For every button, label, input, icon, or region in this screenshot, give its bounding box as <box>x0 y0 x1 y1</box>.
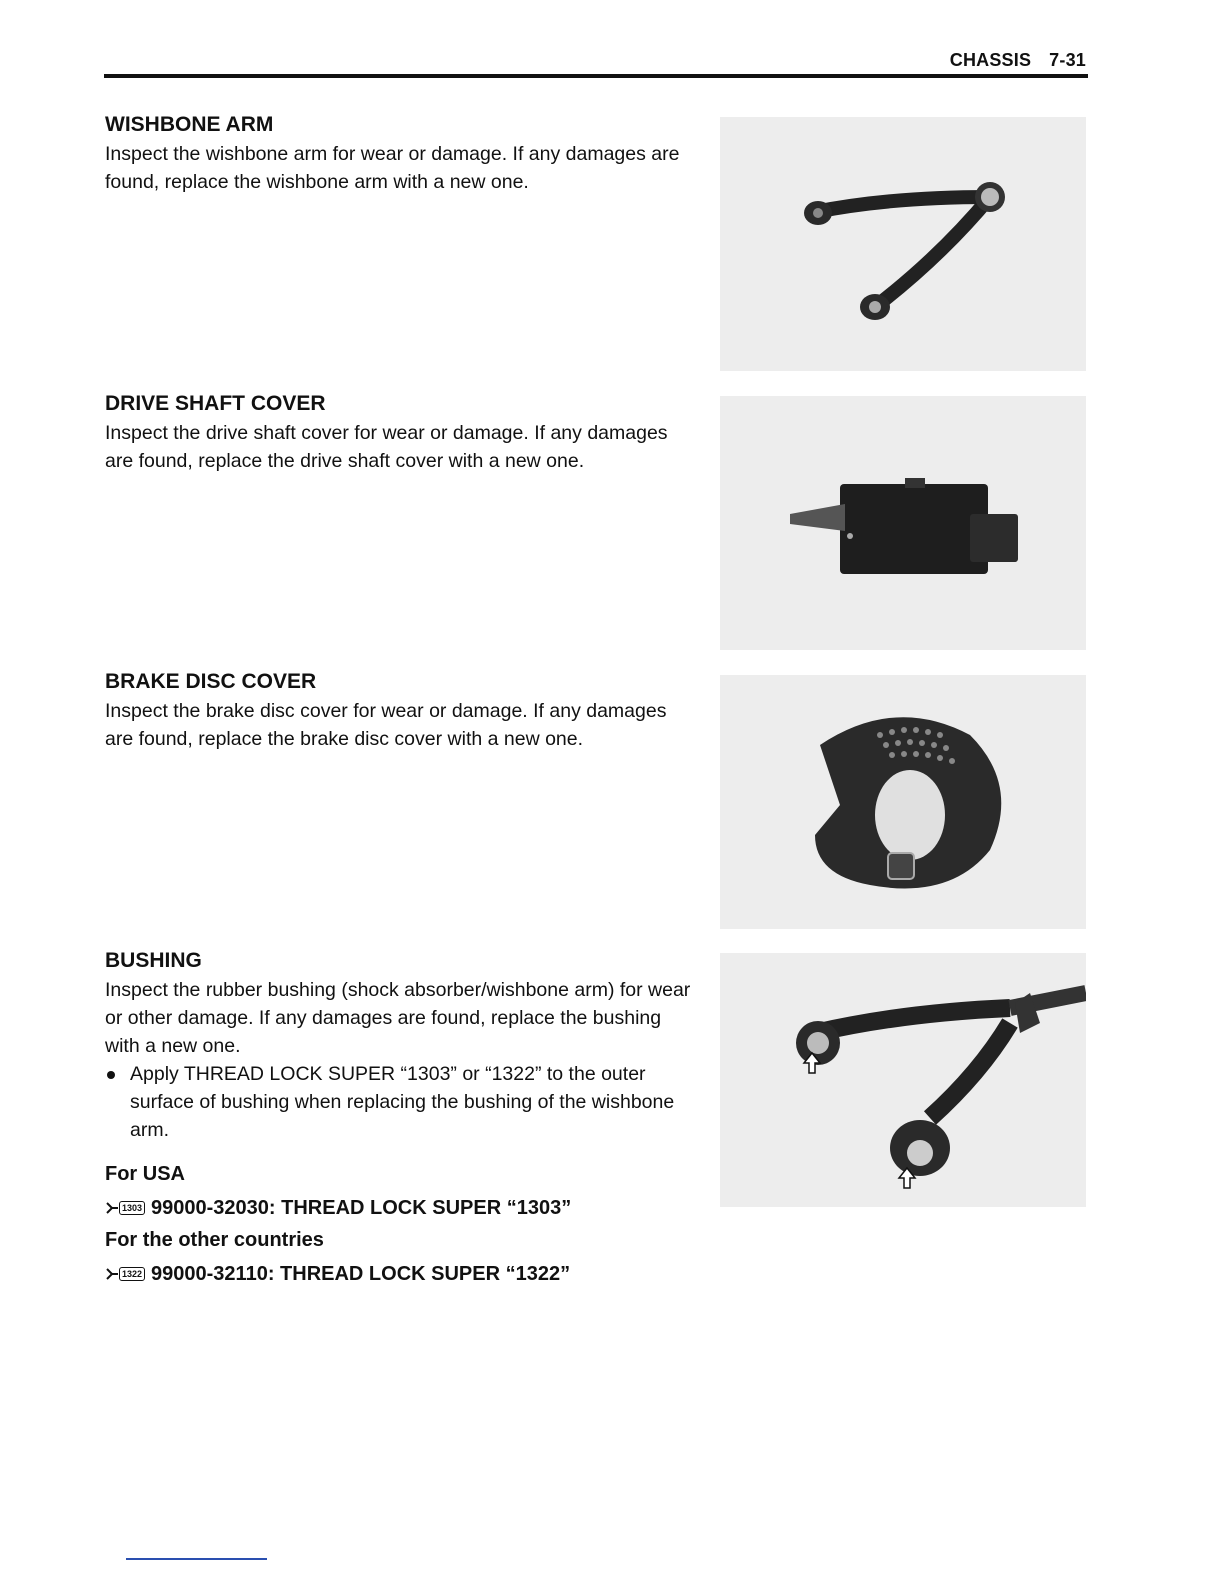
wishbone-arm-photo <box>720 117 1086 371</box>
section-bushing <box>105 948 695 1288</box>
section-brake-disc-cover <box>105 669 695 753</box>
header-page-number: 7-31 <box>1049 50 1086 70</box>
thread-lock-icon: 1303 <box>105 1200 145 1216</box>
section-title: BUSHING <box>105 949 202 972</box>
section-drive-shaft-cover <box>105 391 695 475</box>
section-wishbone-arm <box>105 112 695 196</box>
section-body: Inspect the brake disc cover for wear or damage. If any damages are found, replace the brake disc cover with a new one. <box>105 700 667 750</box>
usa-label: For USA <box>105 1163 185 1185</box>
drive-shaft-cover-photo <box>720 396 1086 650</box>
header-rule <box>104 74 1088 78</box>
footer-line <box>126 1558 267 1560</box>
header-section: CHASSIS <box>949 50 1032 70</box>
bushing-photo <box>720 953 1086 1207</box>
bullet-dot-icon <box>107 1071 115 1079</box>
bullet-item: Apply THREAD LOCK SUPER “1303” or “1322” to the outer surface of bushing when replacing the bushing of the wishbone arm. <box>105 1060 695 1144</box>
section-title: DRIVE SHAFT COVER <box>105 392 326 415</box>
section-body: Inspect the wishbone arm for wear or damage. If any damages are found, replace the wishbone arm with a new one. <box>105 143 680 193</box>
thread-lock-icon: 1322 <box>105 1266 145 1282</box>
section-body: Inspect the rubber bushing (shock absorber/wishbone arm) for wear or other damage. If any damages are found, replace the bushing with a new one. <box>105 979 691 1057</box>
brake-disc-cover-photo <box>720 675 1086 929</box>
section-title: BRAKE DISC COVER <box>105 670 317 693</box>
usa-part-line: 1303 99000-32030: THREAD LOCK SUPER “1303” <box>105 1194 695 1222</box>
other-part-line: 1322 99000-32110: THREAD LOCK SUPER “1322” <box>105 1260 695 1288</box>
other-countries-label: For the other countries <box>105 1229 324 1251</box>
section-title: WISHBONE ARM <box>105 113 274 136</box>
section-body: Inspect the drive shaft cover for wear or damage. If any damages are found, replace the drive shaft cover with a new one. <box>105 422 668 472</box>
